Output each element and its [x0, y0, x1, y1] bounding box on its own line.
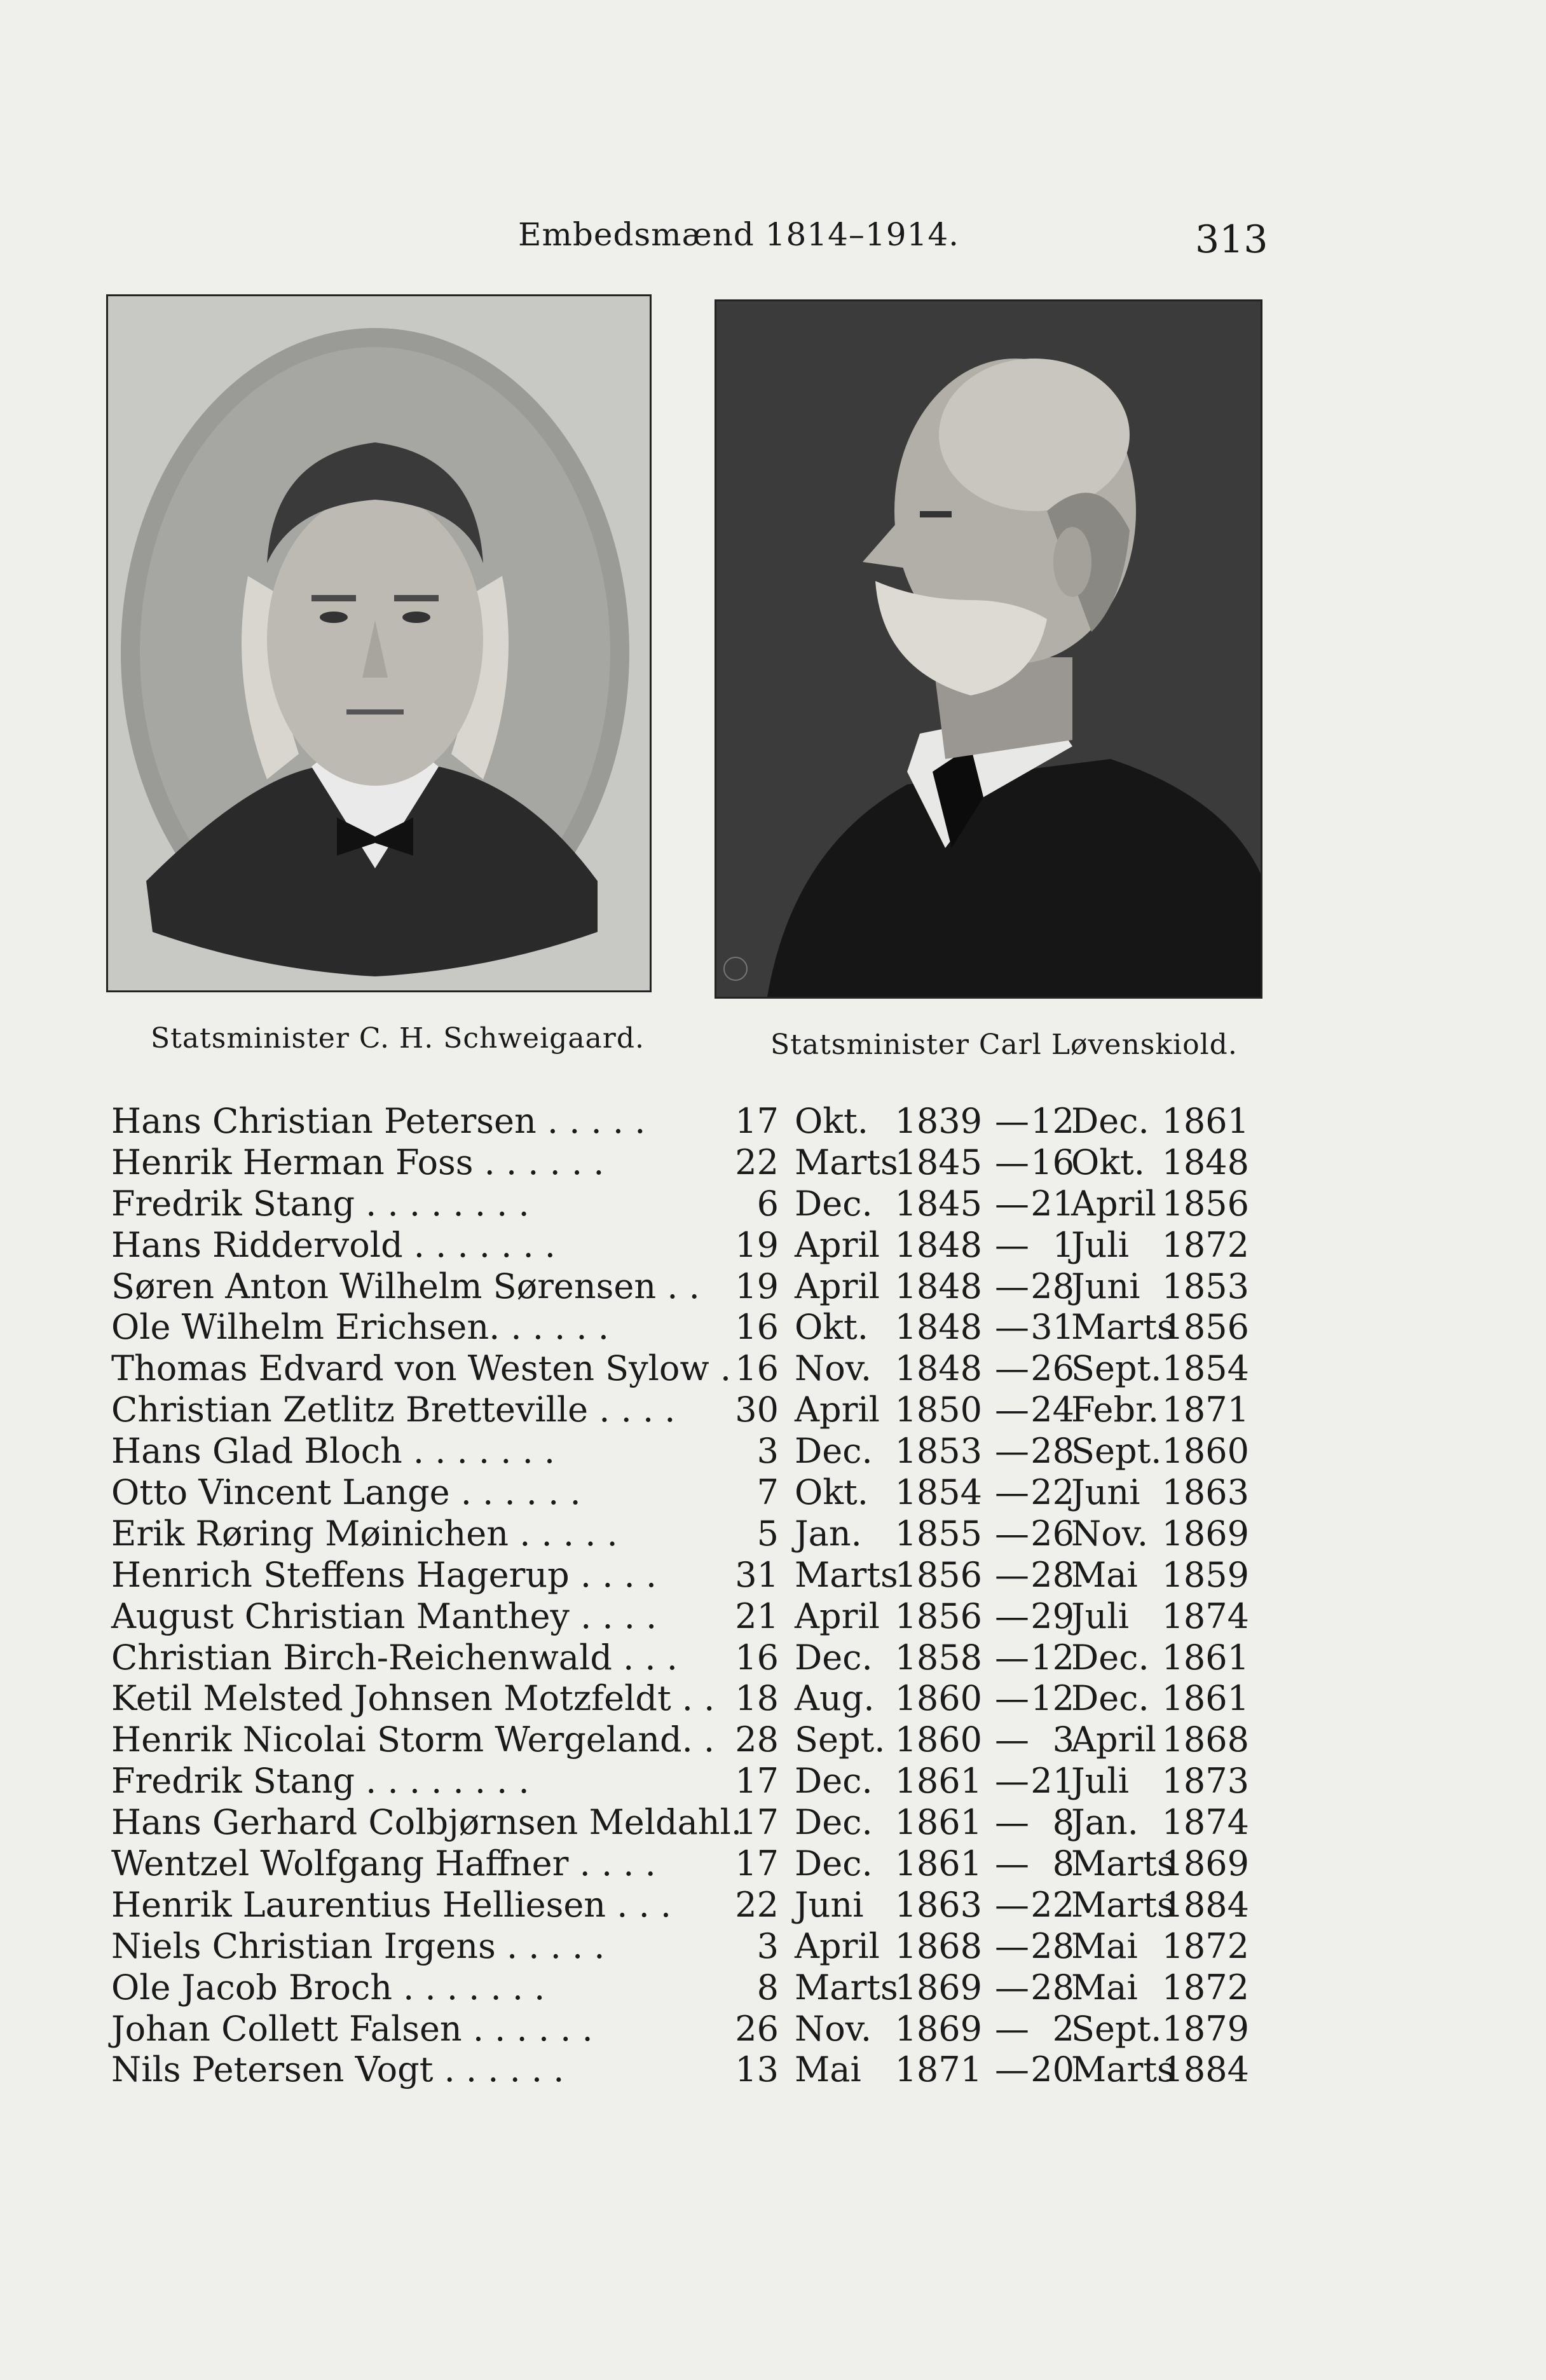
- end-day: 28: [1030, 1266, 1074, 1306]
- end-year: 1872: [1161, 1925, 1249, 1966]
- start-day: 16: [735, 1348, 779, 1389]
- start-month: Marts: [795, 1967, 898, 2007]
- end-year: 1872: [1161, 1967, 1249, 2007]
- portrait-caption-left: Statsminister C. H. Schweigaard.: [151, 1022, 645, 1055]
- official-name: Henrik Laurentius Helliesen . . .: [111, 1884, 672, 1925]
- end-day: 26: [1030, 1348, 1074, 1389]
- range-dash: —: [995, 1472, 1029, 1513]
- start-day: 8: [756, 1967, 779, 2007]
- list-item: [111, 1720, 1255, 1761]
- end-year: 1853: [1161, 1266, 1249, 1306]
- end-month: Febr.: [1071, 1390, 1160, 1430]
- end-day: 8: [1052, 1843, 1074, 1884]
- end-month: Sept.: [1071, 1348, 1162, 1389]
- range-dash: —: [995, 1307, 1029, 1348]
- start-year: 1854: [894, 1472, 982, 1513]
- list-item: [111, 1307, 1255, 1348]
- range-dash: —: [995, 1554, 1029, 1595]
- official-name: Otto Vincent Lange . . . . . .: [111, 1472, 581, 1513]
- start-year: 1856: [894, 1596, 982, 1636]
- start-month: Dec.: [795, 1431, 873, 1472]
- end-year: 1874: [1161, 1802, 1249, 1843]
- end-day: 3: [1052, 1720, 1074, 1760]
- end-month: Sept.: [1071, 2008, 1162, 2049]
- start-day: 3: [756, 1431, 779, 1472]
- start-month: April: [795, 1925, 880, 1966]
- start-day: 19: [735, 1224, 779, 1265]
- end-day: 22: [1030, 1884, 1074, 1925]
- end-year: 1861: [1161, 1637, 1249, 1678]
- official-name: Thomas Edvard von Westen Sylow .: [111, 1348, 731, 1389]
- range-dash: —: [995, 1925, 1029, 1966]
- start-day: 6: [756, 1183, 779, 1224]
- start-day: 17: [735, 1843, 779, 1884]
- start-year: 1848: [894, 1307, 982, 1348]
- start-year: 1848: [894, 1348, 982, 1389]
- end-year: 1879: [1161, 2008, 1249, 2049]
- end-month: Marts: [1071, 1884, 1175, 1925]
- end-month: Sept.: [1071, 1431, 1162, 1472]
- end-day: 20: [1030, 2049, 1074, 2090]
- end-day: 28: [1030, 1431, 1074, 1472]
- official-name: Henrik Herman Foss . . . . . .: [111, 1142, 605, 1182]
- end-year: 1856: [1161, 1307, 1249, 1348]
- end-month: Marts: [1071, 2049, 1175, 2090]
- range-dash: —: [995, 1678, 1029, 1719]
- end-month: Okt.: [1071, 1142, 1145, 1182]
- end-month: Mai: [1071, 1554, 1138, 1595]
- range-dash: —: [995, 1596, 1029, 1636]
- start-day: 17: [735, 1802, 779, 1843]
- official-name: Wentzel Wolfgang Haffner . . . .: [111, 1843, 656, 1884]
- end-year: 1868: [1161, 1720, 1249, 1760]
- end-month: Juli: [1071, 1224, 1129, 1265]
- start-month: Aug.: [795, 1678, 875, 1719]
- start-year: 1871: [894, 2049, 982, 2090]
- start-day: 31: [735, 1554, 779, 1595]
- start-year: 1861: [894, 1761, 982, 1802]
- end-year: 1848: [1161, 1142, 1249, 1182]
- range-dash: —: [995, 1637, 1029, 1678]
- end-year: 1874: [1161, 1596, 1249, 1636]
- end-year: 1861: [1161, 1678, 1249, 1719]
- start-day: 16: [735, 1637, 779, 1678]
- end-day: 16: [1030, 1142, 1074, 1182]
- official-name: Henrich Steffens Hagerup . . . .: [111, 1554, 657, 1595]
- start-year: 1869: [894, 2008, 982, 2049]
- start-day: 30: [735, 1390, 779, 1430]
- start-month: April: [795, 1596, 880, 1636]
- list-item: [111, 1225, 1255, 1266]
- end-month: April: [1071, 1183, 1156, 1224]
- end-day: 12: [1030, 1678, 1074, 1719]
- list-item: [111, 1638, 1255, 1679]
- official-name: Ole Wilhelm Erichsen. . . . . .: [111, 1307, 609, 1348]
- end-year: 1861: [1161, 1101, 1249, 1141]
- range-dash: —: [995, 1843, 1029, 1884]
- end-day: 12: [1030, 1637, 1074, 1678]
- end-month: Dec.: [1071, 1678, 1149, 1719]
- start-year: 1845: [894, 1183, 982, 1224]
- list-item: [111, 1555, 1255, 1596]
- end-year: 1873: [1161, 1761, 1249, 1802]
- official-name: Ketil Melsted Johnsen Motzfeldt . .: [111, 1678, 715, 1719]
- end-day: 22: [1030, 1472, 1074, 1513]
- end-year: 1869: [1161, 1513, 1249, 1554]
- range-dash: —: [995, 2008, 1029, 2049]
- start-day: 5: [756, 1513, 779, 1554]
- end-month: Mai: [1071, 1925, 1138, 1966]
- end-month: Dec.: [1071, 1101, 1149, 1141]
- start-year: 1860: [894, 1678, 982, 1719]
- end-day: 28: [1030, 1554, 1074, 1595]
- start-month: Juni: [795, 1884, 864, 1925]
- end-day: 24: [1030, 1390, 1074, 1430]
- start-year: 1856: [894, 1554, 982, 1595]
- list-item: [111, 1101, 1255, 1142]
- official-name: Fredrik Stang . . . . . . . .: [111, 1183, 530, 1224]
- end-month: Juli: [1071, 1596, 1129, 1636]
- start-month: Jan.: [795, 1513, 862, 1554]
- start-month: Dec.: [795, 1761, 873, 1802]
- range-dash: —: [995, 2049, 1029, 2090]
- list-item: [111, 1596, 1255, 1638]
- end-month: Juli: [1071, 1761, 1129, 1802]
- range-dash: —: [995, 1513, 1029, 1554]
- official-name: Henrik Nicolai Storm Wergeland. .: [111, 1720, 715, 1760]
- list-item: [111, 1843, 1255, 1885]
- end-day: 28: [1030, 1967, 1074, 2007]
- start-day: 13: [735, 2049, 779, 2090]
- end-month: Marts: [1071, 1843, 1175, 1884]
- official-name: Hans Christian Petersen . . . . .: [111, 1101, 646, 1141]
- running-title: Embedsmænd 1814–1914.: [518, 216, 960, 253]
- start-year: 1850: [894, 1390, 982, 1430]
- end-month: Mai: [1071, 1967, 1138, 2007]
- official-name: Hans Riddervold . . . . . . .: [111, 1224, 556, 1265]
- end-month: Nov.: [1071, 1513, 1149, 1554]
- official-name: Nils Petersen Vogt . . . . . .: [111, 2049, 564, 2090]
- start-month: Dec.: [795, 1843, 873, 1884]
- portrait-schweigaard-image: [108, 296, 650, 990]
- official-name: Ole Jacob Broch . . . . . . .: [111, 1967, 545, 2007]
- end-month: Juni: [1071, 1472, 1140, 1513]
- start-day: 21: [735, 1596, 779, 1636]
- start-month: April: [795, 1224, 880, 1265]
- start-year: 1853: [894, 1431, 982, 1472]
- end-year: 1860: [1161, 1431, 1249, 1472]
- start-month: Nov.: [795, 1348, 872, 1389]
- start-year: 1868: [894, 1925, 982, 1966]
- start-month: Nov.: [795, 2008, 872, 2049]
- official-name: Hans Glad Bloch . . . . . . .: [111, 1431, 556, 1472]
- start-month: Okt.: [795, 1101, 868, 1141]
- end-year: 1859: [1161, 1554, 1249, 1595]
- end-day: 12: [1030, 1101, 1074, 1141]
- start-day: 17: [735, 1761, 779, 1802]
- start-day: 3: [756, 1925, 779, 1966]
- end-year: 1863: [1161, 1472, 1249, 1513]
- range-dash: —: [995, 1142, 1029, 1182]
- end-year: 1872: [1161, 1224, 1249, 1265]
- end-day: 8: [1052, 1802, 1074, 1843]
- end-day: 28: [1030, 1925, 1074, 1966]
- start-day: 16: [735, 1307, 779, 1348]
- official-name: Fredrik Stang . . . . . . . .: [111, 1761, 530, 1802]
- portrait-lovenskiold-image: [716, 301, 1261, 997]
- list-item: [111, 1348, 1255, 1390]
- list-item: [111, 1885, 1255, 1926]
- list-item: [111, 1514, 1255, 1555]
- start-month: Marts: [795, 1142, 898, 1182]
- start-year: 1855: [894, 1513, 982, 1554]
- end-month: Juni: [1071, 1266, 1140, 1306]
- start-day: 22: [735, 1142, 779, 1182]
- range-dash: —: [995, 1266, 1029, 1306]
- range-dash: —: [995, 1884, 1029, 1925]
- list-item: [111, 1678, 1255, 1720]
- official-name: Hans Gerhard Colbjørnsen Meldahl.: [111, 1802, 742, 1843]
- official-name: Christian Birch-Reichenwald . . .: [111, 1637, 678, 1678]
- official-name: Christian Zetlitz Bretteville . . . .: [111, 1390, 676, 1430]
- start-month: Okt.: [795, 1472, 868, 1513]
- start-year: 1869: [894, 1967, 982, 2007]
- range-dash: —: [995, 1183, 1029, 1224]
- start-day: 26: [735, 2008, 779, 2049]
- end-day: 21: [1030, 1183, 1074, 1224]
- official-name: August Christian Manthey . . . .: [111, 1596, 657, 1636]
- start-year: 1861: [894, 1843, 982, 1884]
- list-item: [111, 2049, 1255, 2091]
- end-year: 1884: [1161, 1884, 1249, 1925]
- start-year: 1845: [894, 1142, 982, 1182]
- end-month: Dec.: [1071, 1637, 1149, 1678]
- list-item: [111, 1431, 1255, 1472]
- start-month: Dec.: [795, 1183, 873, 1224]
- range-dash: —: [995, 1431, 1029, 1472]
- start-year: 1860: [894, 1720, 982, 1760]
- end-day: 26: [1030, 1513, 1074, 1554]
- official-name: Søren Anton Wilhelm Sørensen . .: [111, 1266, 700, 1306]
- list-item: [111, 1472, 1255, 1514]
- range-dash: —: [995, 1101, 1029, 1141]
- official-name: Erik Røring Møinichen . . . . .: [111, 1513, 618, 1554]
- start-month: Marts: [795, 1554, 898, 1595]
- range-dash: —: [995, 1224, 1029, 1265]
- start-year: 1863: [894, 1884, 982, 1925]
- start-month: April: [795, 1266, 880, 1306]
- start-year: 1861: [894, 1802, 982, 1843]
- official-name: Johan Collett Falsen . . . . . .: [111, 2008, 593, 2049]
- range-dash: —: [995, 1348, 1029, 1389]
- end-year: 1869: [1161, 1843, 1249, 1884]
- start-month: Sept.: [795, 1720, 886, 1760]
- range-dash: —: [995, 1720, 1029, 1760]
- end-day: 1: [1052, 1224, 1074, 1265]
- start-day: 7: [756, 1472, 779, 1513]
- list-item: [111, 1390, 1255, 1431]
- start-month: Dec.: [795, 1637, 873, 1678]
- page-header: [0, 216, 1546, 267]
- start-day: 28: [735, 1720, 779, 1760]
- list-item: [111, 1184, 1255, 1225]
- end-year: 1871: [1161, 1390, 1249, 1430]
- list-item: [111, 2009, 1255, 2050]
- range-dash: —: [995, 1967, 1029, 2007]
- start-year: 1839: [894, 1101, 982, 1141]
- start-day: 22: [735, 1884, 779, 1925]
- start-month: Mai: [795, 2049, 861, 2090]
- list-item: [111, 1761, 1255, 1802]
- portrait-lovenskiold: [715, 299, 1262, 999]
- range-dash: —: [995, 1802, 1029, 1843]
- officials-list: [111, 1101, 1255, 2091]
- end-day: 2: [1052, 2008, 1074, 2049]
- list-item: [111, 1802, 1255, 1843]
- start-month: Okt.: [795, 1307, 868, 1348]
- start-month: Dec.: [795, 1802, 873, 1843]
- range-dash: —: [995, 1761, 1029, 1802]
- range-dash: —: [995, 1390, 1029, 1430]
- start-year: 1858: [894, 1637, 982, 1678]
- start-month: April: [795, 1390, 880, 1430]
- end-day: 21: [1030, 1761, 1074, 1802]
- end-month: Marts: [1071, 1307, 1175, 1348]
- list-item: [111, 1266, 1255, 1308]
- start-day: 17: [735, 1101, 779, 1141]
- page-number: 313: [1195, 217, 1268, 262]
- start-day: 19: [735, 1266, 779, 1306]
- list-item: [111, 1142, 1255, 1184]
- start-year: 1848: [894, 1224, 982, 1265]
- portrait-schweigaard: [106, 294, 652, 992]
- end-month: April: [1071, 1720, 1156, 1760]
- end-year: 1856: [1161, 1183, 1249, 1224]
- end-day: 31: [1030, 1307, 1074, 1348]
- end-day: 29: [1030, 1596, 1074, 1636]
- portrait-caption-right: Statsminister Carl Løvenskiold.: [770, 1029, 1238, 1061]
- official-name: Niels Christian Irgens . . . . .: [111, 1925, 605, 1966]
- end-year: 1884: [1161, 2049, 1249, 2090]
- start-day: 18: [735, 1678, 779, 1719]
- list-item: [111, 1926, 1255, 1967]
- start-year: 1848: [894, 1266, 982, 1306]
- end-month: Jan.: [1071, 1802, 1139, 1843]
- list-item: [111, 1967, 1255, 2009]
- end-year: 1854: [1161, 1348, 1249, 1389]
